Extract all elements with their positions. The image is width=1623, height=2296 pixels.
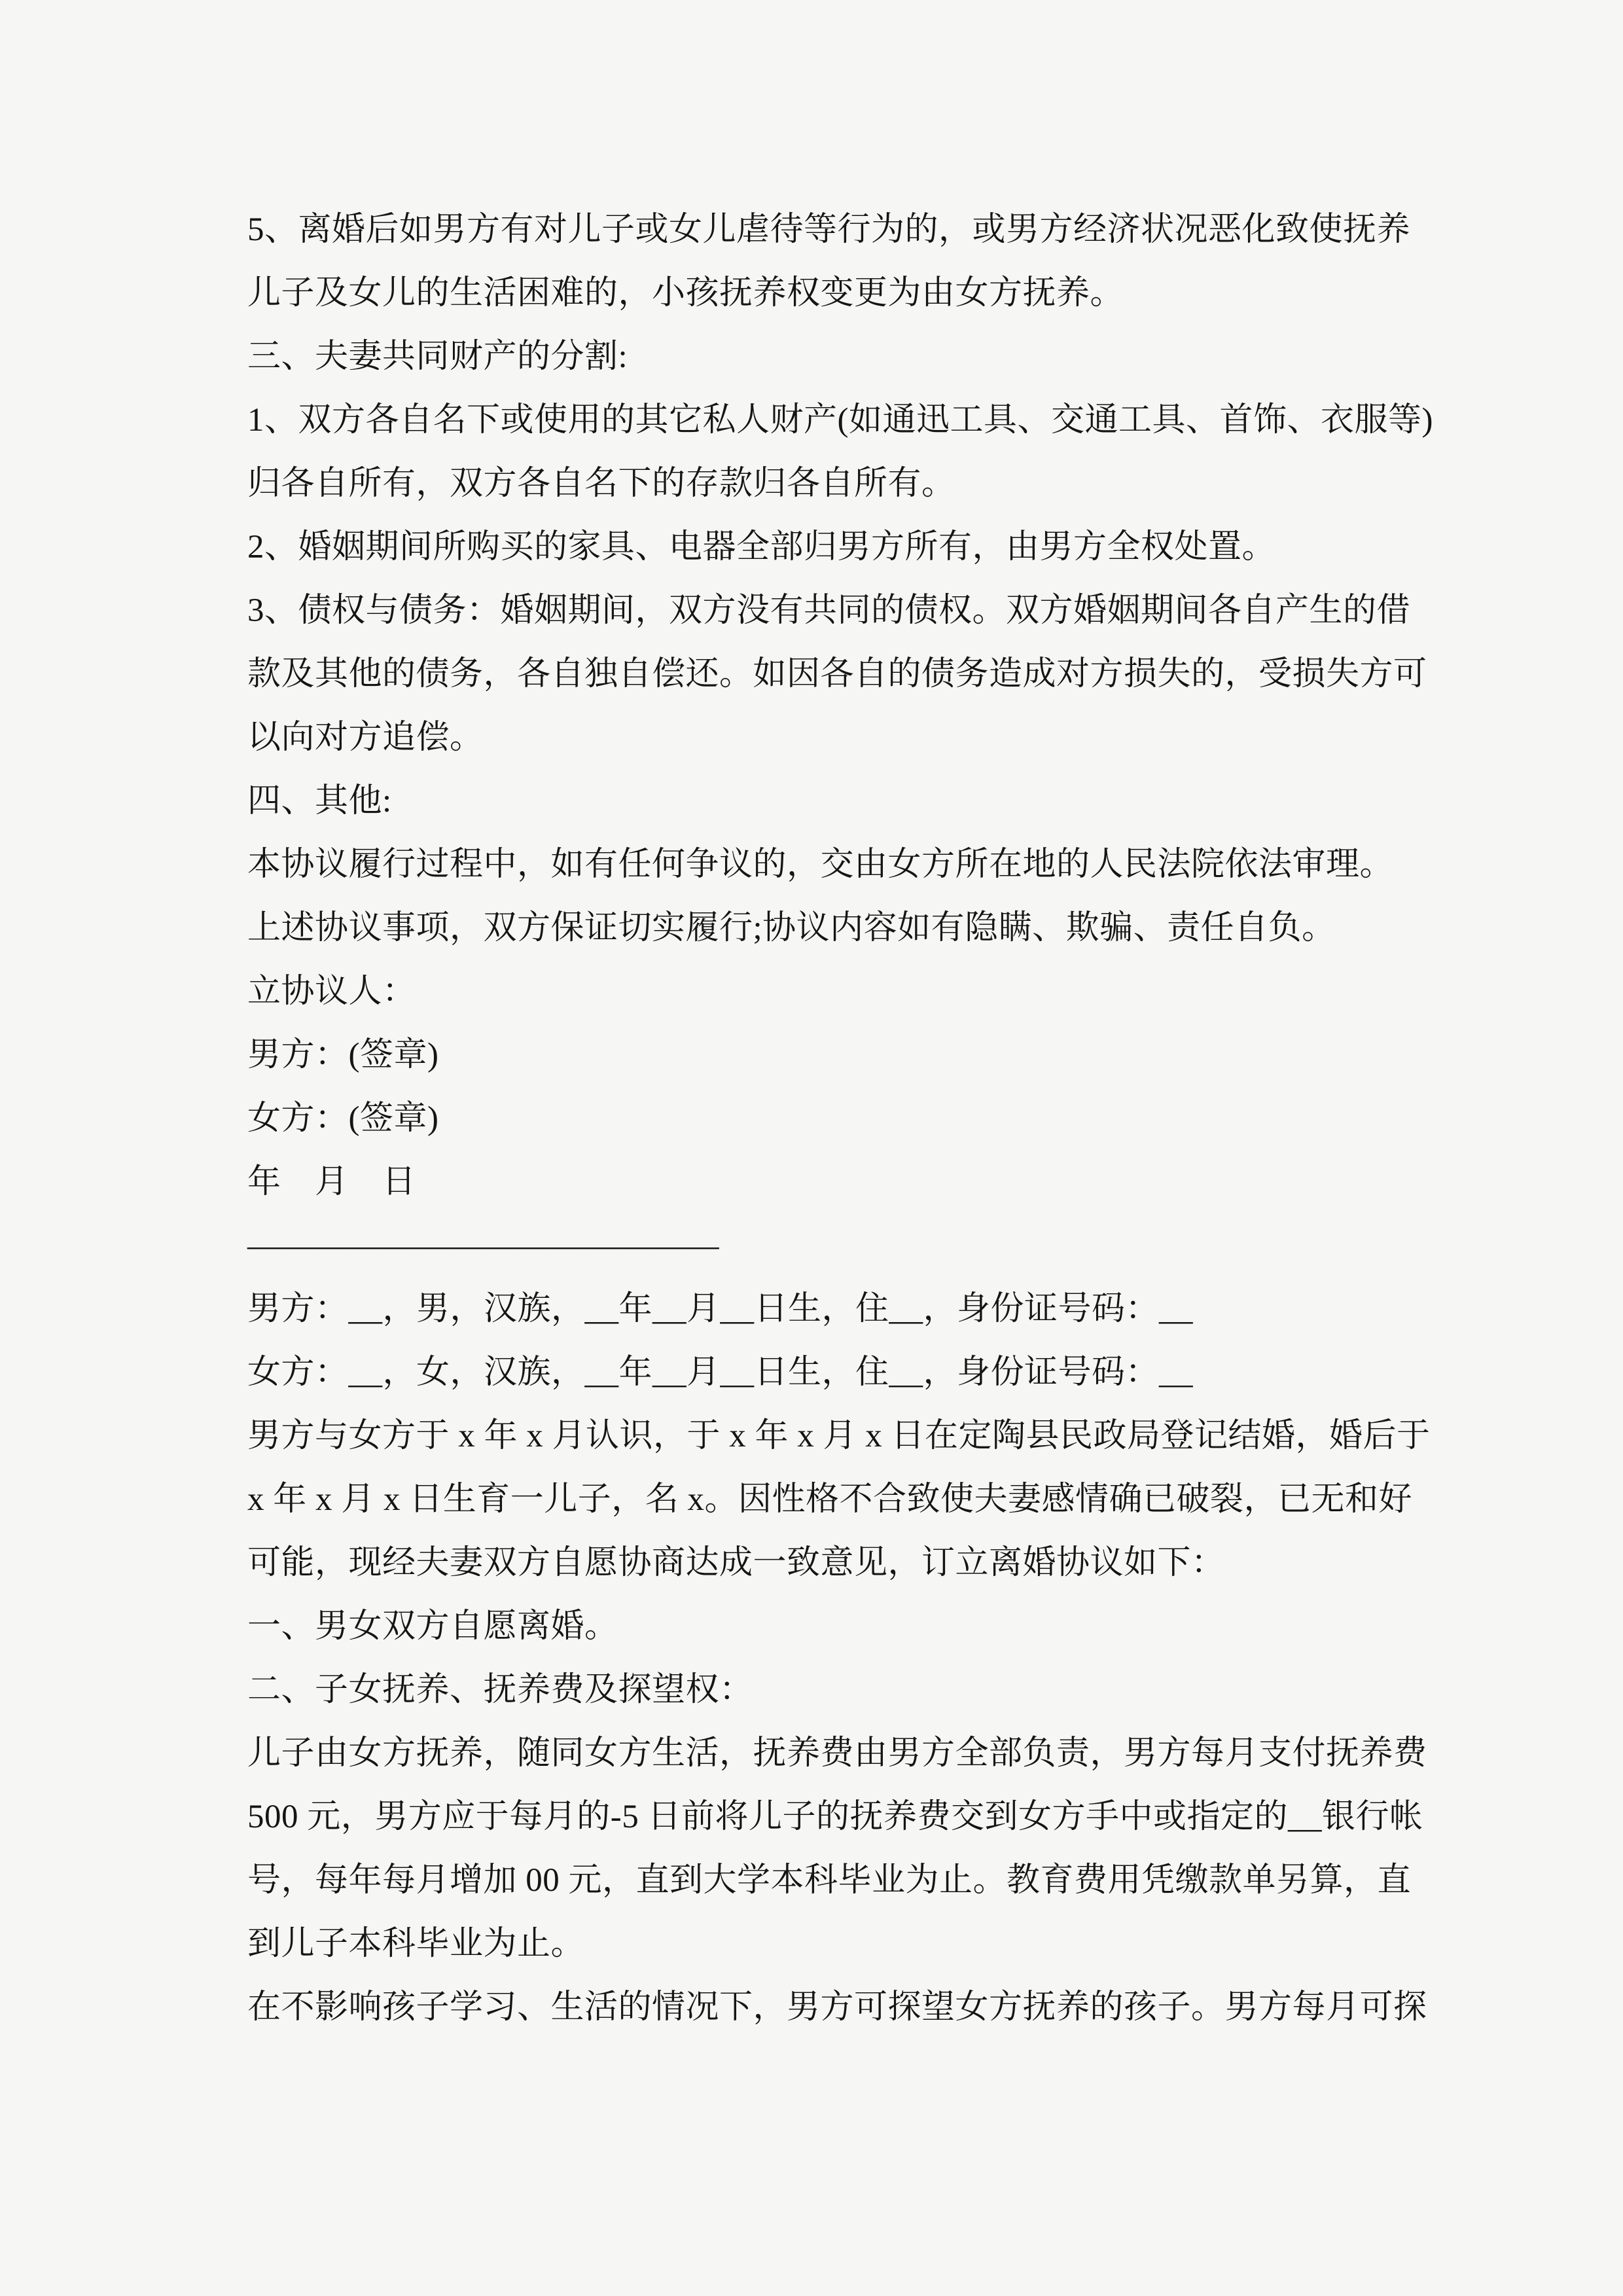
section-heading-other: 四、其他: [247,783,392,819]
document-line: 到儿子本科毕业为止。 [247,1926,585,1962]
document-content [247,198,1433,2039]
document-line: 1、双方各自名下或使用的其它私人财产(如通迅工具、交通工具、首饰、衣服等) [247,402,1433,439]
section-heading-property-division: 三、夫妻共同财产的分割: [247,338,628,375]
signatory-label: 立协议人： [247,973,416,1010]
document-line: 男方与女方于 x 年 x 月认识，于 x 年 x 月 x 日在定陶县民政局登记结婚，婚后于 [247,1418,1431,1454]
section-heading-custody: 二、子女抚养、抚养费及探望权： [247,1672,753,1708]
document-line: 3、债权与债务：婚姻期间，双方没有共同的债权。双方婚姻期间各自产生的借 [247,592,1411,629]
document-line: 归各自所有，双方各自名下的存款归各自所有。 [247,465,955,502]
document-line: 儿子及女儿的生活困难的，小孩抚养权变更为由女方抚养。 [247,275,1124,312]
document-line: 号，每年每月增加 00 元，直到大学本科毕业为止。教育费用凭缴款单另算，直 [247,1862,1412,1899]
document-line: 儿子由女方抚养，随同女方生活，抚养费由男方全部负责，男方每月支付抚养费 [247,1735,1427,1772]
husband-signature-line: 男方：(签章) [247,1037,439,1073]
document-line: 在不影响孩子学习、生活的情况下，男方可探望女方抚养的孩子。男方每月可探 [247,1989,1427,2026]
date-line: 年 月 日 [247,1164,416,1200]
document-line: 款及其他的债务，各自独自偿还。如因各自的债务造成对方损失的，受损失方可 [247,656,1427,692]
document-line: 以向对方追偿。 [247,719,484,756]
divider-line: —————————————— [247,1227,719,1264]
wife-info-line: 女方：__，女，汉族，__年__月__日生，住__，身份证号码：__ [247,1354,1194,1391]
document-line: 500 元，男方应于每月的-5 日前将儿子的抚养费交到女方手中或指定的__银行帐 [247,1799,1423,1835]
document-line: 2、婚姻期间所购买的家具、电器全部归男方所有，由男方全权处置。 [247,529,1276,565]
husband-info-line: 男方：__，男，汉族，__年__月__日生，住__，身份证号码：__ [247,1291,1194,1327]
document-line: 可能，现经夫妻双方自愿协商达成一致意见，订立离婚协议如下： [247,1545,1225,1581]
document-line: 本协议履行过程中，如有任何争议的，交由女方所在地的人民法院依法审理。 [247,846,1394,883]
document-line: x 年 x 月 x 日生育一儿子，名 x。因性格不合致使夫妻感情确已破裂，已无和好 [247,1481,1413,1518]
document-line: 上述协议事项，双方保证切实履行;协议内容如有隐瞒、欺骗、责任自负。 [247,910,1336,946]
document-line: 5、离婚后如男方有对儿子或女儿虐待等行为的，或男方经济状况恶化致使抚养 [247,211,1411,248]
section-heading-voluntary-divorce: 一、男女双方自愿离婚。 [247,1608,618,1645]
wife-signature-line: 女方：(签章) [247,1100,439,1137]
